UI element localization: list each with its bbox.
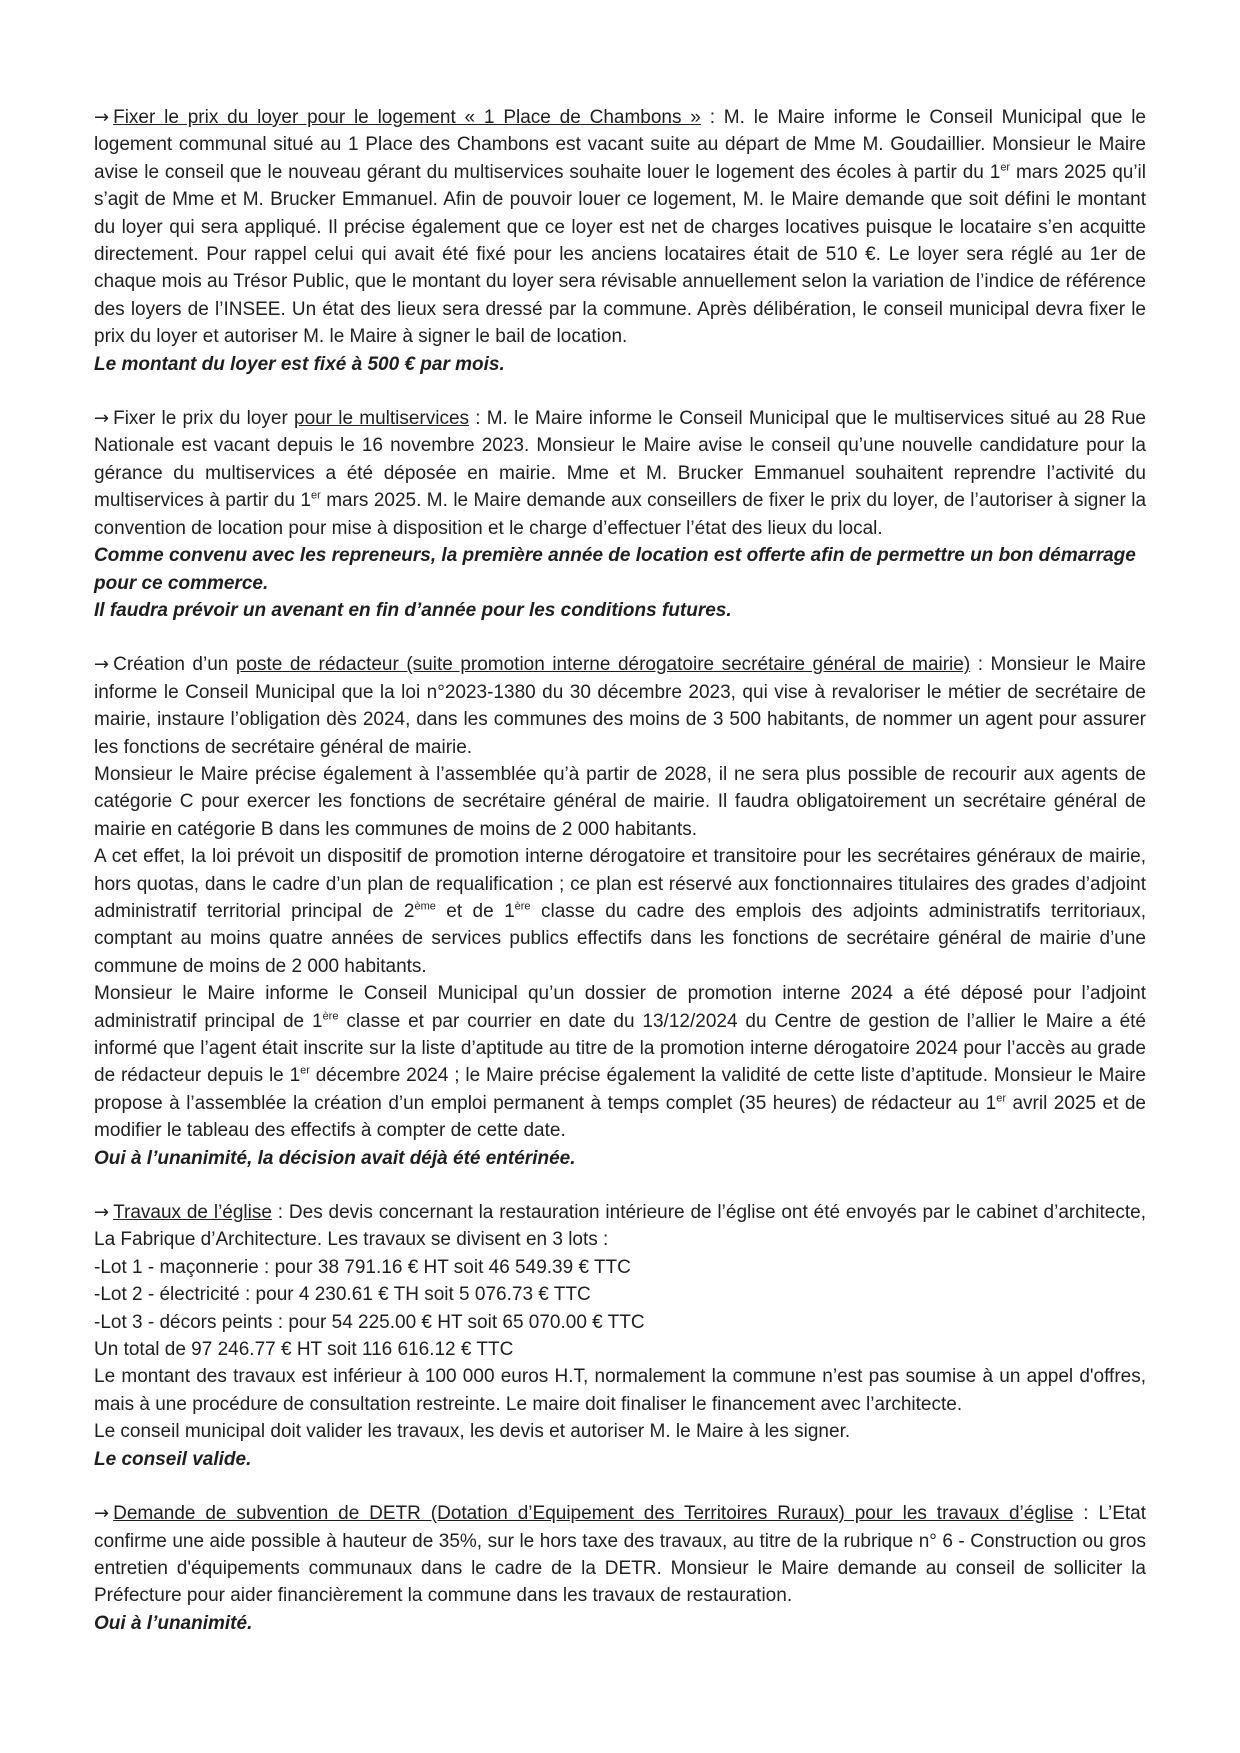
section-title: Travaux de l’église <box>113 1202 272 1224</box>
arrow-right-icon: → <box>94 1503 110 1525</box>
section-text: et de 1 <box>435 900 515 922</box>
section-text: classe du cadre des emplois des adjoints administratifs territoriaux, comptant au moins quatre années de services publics effectifs dans les fonctions de secrétaire général de mairie d’une commune de moins de 2 000 habitants. <box>94 900 1146 977</box>
decision-text: Le conseil valide. <box>94 1448 252 1470</box>
section-text: : Des devis concernant la restauration intérieure de l’église ont été envoyés par le cabinet d’architecte, La Fabrique d’Architecture. Les travaux se divisent en 3 lots : <box>94 1202 1146 1251</box>
section-title-prefix: Fixer le prix du loyer <box>113 408 295 430</box>
section-text: Monsieur le Maire informe le Conseil Municipal qu’un dossier de promotion interne 2024 a été déposé pour l’adjoint administratif principal de 1 <box>94 983 1146 1032</box>
section-text: : M. le Maire informe le Conseil Municipal que le logement communal situé au 1 Place des Chambons est vacant suite au départ de Mme M. Goudaillier. Monsieur le Maire avise le conseil que le nouveau gérant du multiservices souhaite louer le logement des écoles à partir du 1 <box>94 107 1146 183</box>
section-paragraph: Le montant des travaux est inférieur à 100 000 euros H.T, normalement la commune n’est pas soumise à un appel d'offres, mais à une procédure de consultation restreinte. Le maire doit finaliser le financement avec l’architecte. <box>94 1366 1146 1415</box>
section-text: A cet effet, la loi prévoit un dispositif de promotion interne dérogatoire et transitoire pour les secrétaires généraux de mairie, hors quotas, dans le cadre d’un plan de requalification ; ce plan est réservé aux fonctionnaires titulaires des grades d’adjoint administratif territorial principal de 2 <box>94 846 1146 922</box>
ordinal-suffix: er <box>1000 161 1011 174</box>
section-title: Fixer le prix du loyer pour le logement « 1 Place de Chambons » <box>113 107 701 128</box>
arrow-right-icon: → <box>94 1202 110 1224</box>
section-travaux-eglise <box>94 1199 1146 1473</box>
decision-text: Le montant du loyer est fixé à 500 € par mois. <box>94 353 505 375</box>
section-text: avril 2025 et de modifier le tableau des effectifs à compter de cette date. <box>94 1092 1146 1142</box>
decision-text: Comme convenu avec les repreneurs, la première année de location est offerte afin de permettre un bon démarrage pour ce commerce. <box>94 545 1136 594</box>
section-poste-redacteur <box>94 651 1146 1172</box>
arrow-right-icon: → <box>94 107 110 128</box>
section-paragraph: Monsieur le Maire précise également à l’assemblée qu’à partir de 2028, il ne sera plus possible de recourir aux agents de catégorie C pour exercer les fonctions de secrétaire général de mairie. Il faudra obligatoirement un secrétaire général de mairie en catégorie B dans les communes de moins de 2 000 habitants. <box>94 763 1146 840</box>
section-paragraph <box>94 1500 1146 1610</box>
ordinal-suffix: ème <box>414 900 436 913</box>
total-line: Un total de 97 246.77 € HT soit 116 616.12 € TTC <box>94 1339 514 1361</box>
section-title: pour le multiservices <box>294 408 470 430</box>
arrow-right-icon: → <box>94 408 110 430</box>
section-title-prefix: Création d’un <box>113 654 236 676</box>
section-title: poste de rédacteur (suite promotion interne dérogatoire secrétaire général de mairie) <box>235 654 971 676</box>
lot-line: -Lot 1 - maçonnerie : pour 38 791.16 € HT soit 46 549.39 € TTC <box>94 1256 631 1278</box>
decision-text: Il faudra prévoir un avenant en fin d’année pour les conditions futures. <box>94 599 732 621</box>
lot-line: -Lot 3 - décors peints : pour 54 225.00 € HT soit 65 070.00 € TTC <box>94 1311 645 1333</box>
section-paragraph <box>94 651 1146 761</box>
section-text: : L’Etat confirme une aide possible à hauteur de 35%, sur le hors taxe des travaux, au titre de la rubrique n° 6 - Construction ou gros entretien d'équipements communaux dans le cadre de la DETR. Monsieur le Maire demande au conseil de solliciter la Préfecture pour aider financièrement la commune dans les travaux de restauration. <box>94 1503 1146 1607</box>
decision-text: Oui à l’unanimité. <box>94 1612 253 1634</box>
section-text: mars 2025 qu’il s’agit de Mme et M. Brucker Emmanuel. Afin de pouvoir louer ce logement, M. le Maire demande que soit défini le montant du loyer qui sera appliqué. Il précise également que ce loyer est net de charges locatives puisque le locataire s’en acquitte directement. Pour rappel celui qui avait été fixé pour les anciens locataires était de 510 €. Le loyer sera réglé au 1er de chaque mois au Trésor Public, que le montant du loyer sera révisable annuellement selon la variation de l’indice de référence des loyers de l’INSEE. Un état des lieux sera dressé par la commune. Après délibération, le conseil municipal devra fixer le prix du loyer et autoriser M. le Maire à signer le bail de location. <box>94 161 1146 348</box>
ordinal-suffix: er <box>996 1092 1006 1105</box>
lot-line: -Lot 2 - électricité : pour 4 230.61 € TH soit 5 076.73 € TTC <box>94 1284 591 1306</box>
section-text: mars 2025. M. le Maire demande aux conseillers de fixer le prix du loyer, de l’autoriser à signer la convention de location pour mise à disposition et le charge d’effectuer l’état des lieux du local. <box>94 490 1147 539</box>
ordinal-suffix: ère <box>322 1010 339 1023</box>
section-title: Demande de subvention de DETR (Dotation d’Equipement des Territoires Ruraux) pour les travaux d’église <box>113 1503 1074 1525</box>
decision-text: Oui à l’unanimité, la décision avait déjà été entérinée. <box>94 1147 576 1169</box>
section-text: : Monsieur le Maire informe le Conseil Municipal que la loi n°2023-1380 du 30 décembre 2023, qui vise à revaloriser le métier de secrétaire de mairie, instaure l’obligation dès 2024, dans les communes des moins de 3 500 habitants, de nommer un agent pour assurer les fonctions de secrétaire général de mairie. <box>94 654 1147 758</box>
section-paragraph <box>94 843 1146 980</box>
ordinal-suffix: ère <box>514 900 531 913</box>
section-text: décembre 2024 ; le Maire précise également la validité de cette liste d’aptitude. Monsieur le Maire propose à l’assemblée la création d’un emploi permanent à temps complet (35 heures) de rédacteur au 1 <box>94 1065 1146 1114</box>
ordinal-suffix: er <box>311 489 321 502</box>
arrow-right-icon: → <box>94 654 110 676</box>
section-paragraph <box>94 104 1146 351</box>
section-paragraph: Le conseil municipal doit valider les travaux, les devis et autoriser M. le Maire à les signer. <box>94 1421 851 1443</box>
section-paragraph <box>94 405 1146 542</box>
section-loyer-logement <box>94 104 1146 378</box>
section-loyer-multiservices <box>94 405 1146 624</box>
section-text: classe et par courrier en date du 13/12/2024 du Centre de gestion de l’allier le Maire a été informé que l’agent était inscrite sur la liste d’aptitude au titre de la promotion interne dérogatoire 2024 pour l’accès au grade de rédacteur depuis le 1 <box>94 1010 1146 1087</box>
section-text: : M. le Maire informe le Conseil Municipal que le multiservices situé au 28 Rue Nationale est vacant depuis le 16 novembre 2023. Monsieur le Maire avise le conseil qu’une nouvelle candidature pour la gérance du multiservices a été déposée en mairie. Mme et M. Brucker Emmanuel souhaitent reprendre l’activité du multiservices à partir du 1 <box>94 408 1146 512</box>
section-subvention-detr <box>94 1500 1146 1637</box>
section-paragraph <box>94 980 1146 1144</box>
section-paragraph <box>94 1199 1146 1254</box>
ordinal-suffix: er <box>300 1065 310 1078</box>
